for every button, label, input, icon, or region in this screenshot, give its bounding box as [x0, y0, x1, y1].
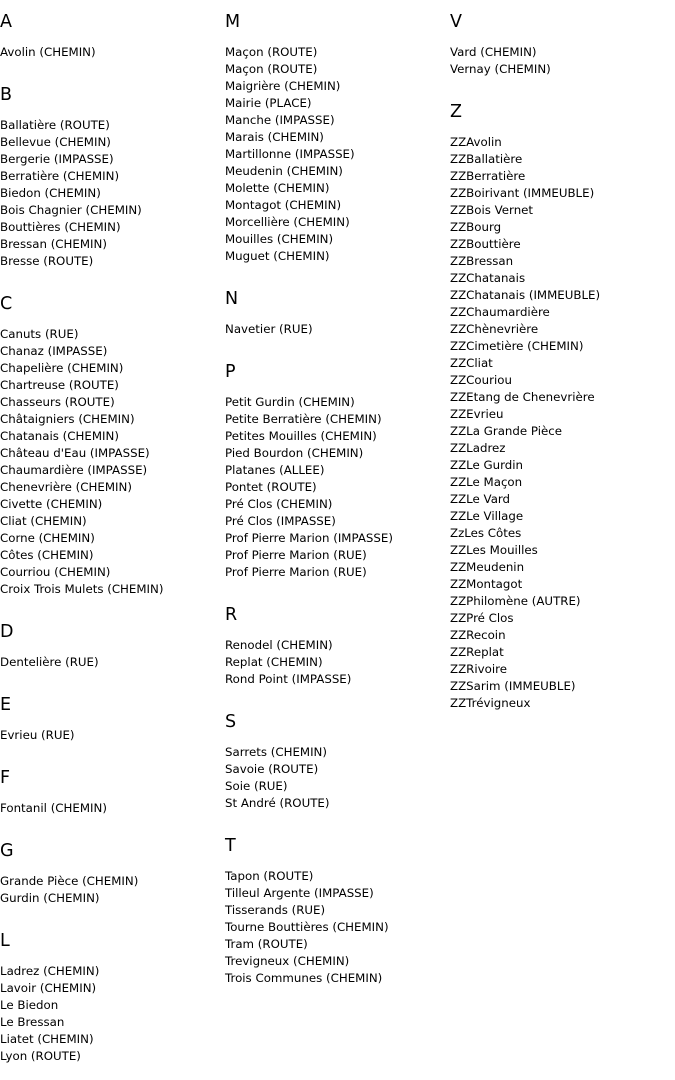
street-item: ZZBourg: [450, 220, 502, 234]
street-item: ZZTrévigneux: [450, 696, 531, 710]
street-item: Pré Clos (CHEMIN): [225, 497, 333, 511]
street-item: Chaumardière (IMPASSE): [0, 463, 148, 477]
street-item: Dentelière (RUE): [0, 655, 99, 669]
street-item: ZZMontagot: [450, 577, 523, 591]
street-item: ZZLe Village: [450, 509, 524, 523]
street-item: Manche (IMPASSE): [225, 113, 335, 127]
street-item: Bresse (ROUTE): [0, 254, 94, 268]
letter-section: [225, 12, 450, 265]
letter-heading: E: [0, 695, 12, 715]
street-item: Gurdin (CHEMIN): [0, 891, 100, 905]
street-item: ZZLa Grande Pièce: [450, 424, 563, 438]
street-item: Prof Pierre Marion (RUE): [225, 548, 367, 562]
street-item: Ladrez (CHEMIN): [0, 964, 100, 978]
street-list: [225, 744, 450, 812]
street-item: Renodel (CHEMIN): [225, 638, 333, 652]
street-item: ZZBerratière: [450, 169, 526, 183]
street-list: [0, 117, 225, 270]
letter-heading: S: [225, 712, 237, 732]
street-item: Platanes (ALLEE): [225, 463, 325, 477]
letter-section: [0, 931, 225, 1065]
street-list: [225, 394, 450, 581]
letter-section: [225, 712, 450, 812]
street-item: Civette (CHEMIN): [0, 497, 103, 511]
street-item: ZZLadrez: [450, 441, 506, 455]
letter-section: [225, 289, 450, 338]
street-item: Sarrets (CHEMIN): [225, 745, 327, 759]
street-item: ZZRivoire: [450, 662, 507, 676]
street-item: Mouilles (CHEMIN): [225, 232, 334, 246]
letter-section: [0, 12, 225, 61]
street-list: [225, 44, 450, 265]
street-item: ZZEvrieu: [450, 407, 504, 421]
street-item: ZzLes Côtes: [450, 526, 522, 540]
letter-section: [0, 768, 225, 817]
street-item: Tilleul Argente (IMPASSE): [225, 886, 374, 900]
letter-heading: P: [225, 362, 236, 382]
street-item: Le Biedon: [0, 998, 59, 1012]
street-item: Corne (CHEMIN): [0, 531, 95, 545]
street-item: Vard (CHEMIN): [450, 45, 537, 59]
street-list: [225, 868, 450, 987]
street-item: Muguet (CHEMIN): [225, 249, 330, 263]
letter-section: [0, 622, 225, 671]
street-list: [0, 963, 225, 1065]
street-item: Tapon (ROUTE): [225, 869, 314, 883]
street-item: Montagot (CHEMIN): [225, 198, 342, 212]
street-item: Morcellière (CHEMIN): [225, 215, 350, 229]
street-item: Petites Mouilles (CHEMIN): [225, 429, 377, 443]
street-item: Château d'Eau (IMPASSE): [0, 446, 150, 460]
street-item: Côtes (CHEMIN): [0, 548, 94, 562]
street-item: Meudenin (CHEMIN): [225, 164, 343, 178]
letter-heading: L: [0, 931, 10, 951]
street-item: Replat (CHEMIN): [225, 655, 323, 669]
letter-heading: M: [225, 12, 241, 32]
letter-section: [225, 605, 450, 688]
letter-section: [450, 102, 675, 712]
street-list: [0, 44, 225, 61]
street-item: ZZBallatière: [450, 152, 523, 166]
street-item: Trois Communes (CHEMIN): [225, 971, 383, 985]
street-item: Avolin (CHEMIN): [0, 45, 96, 59]
street-item: Chartreuse (ROUTE): [0, 378, 119, 392]
street-item: Le Bressan: [0, 1015, 65, 1029]
street-item: Tram (ROUTE): [225, 937, 308, 951]
street-item: ZZCliat: [450, 356, 493, 370]
street-item: ZZLe Maçon: [450, 475, 523, 489]
street-list: [0, 800, 225, 817]
letter-section: [0, 695, 225, 744]
street-item: Biedon (CHEMIN): [0, 186, 101, 200]
street-item: Chasseurs (ROUTE): [0, 395, 115, 409]
street-item: Bellevue (CHEMIN): [0, 135, 111, 149]
street-item: Cliat (CHEMIN): [0, 514, 87, 528]
street-item: Rond Point (IMPASSE): [225, 672, 352, 686]
street-item: Savoie (ROUTE): [225, 762, 319, 776]
street-index-column-2: [225, 0, 450, 987]
street-item: Lyon (ROUTE): [0, 1049, 81, 1063]
street-item: Pied Bourdon (CHEMIN): [225, 446, 364, 460]
street-item: Pontet (ROUTE): [225, 480, 317, 494]
street-item: Chatanais (CHEMIN): [0, 429, 119, 443]
street-item: Châtaigniers (CHEMIN): [0, 412, 135, 426]
street-item: ZZCouriou: [450, 373, 512, 387]
letter-heading: B: [0, 85, 13, 105]
street-item: Liatet (CHEMIN): [0, 1032, 94, 1046]
street-item: Maçon (ROUTE): [225, 62, 318, 76]
street-item: Trevigneux (CHEMIN): [225, 954, 350, 968]
street-item: St André (ROUTE): [225, 796, 330, 810]
street-item: Grande Pièce (CHEMIN): [0, 874, 139, 888]
street-item: Vernay (CHEMIN): [450, 62, 551, 76]
street-item: ZZBressan: [450, 254, 514, 268]
letter-heading: G: [0, 841, 14, 861]
street-item: Prof Pierre Marion (RUE): [225, 565, 367, 579]
street-item: Soie (RUE): [225, 779, 288, 793]
letter-section: [450, 12, 675, 78]
street-item: Bressan (CHEMIN): [0, 237, 107, 251]
street-item: Molette (CHEMIN): [225, 181, 330, 195]
street-item: ZZLe Vard: [450, 492, 511, 506]
street-item: Chenevrière (CHEMIN): [0, 480, 132, 494]
street-item: Petit Gurdin (CHEMIN): [225, 395, 355, 409]
street-item: ZZPré Clos: [450, 611, 514, 625]
letter-section: [0, 294, 225, 598]
letter-heading: Z: [450, 102, 462, 122]
street-item: Croix Trois Mulets (CHEMIN): [0, 582, 164, 596]
street-item: Evrieu (RUE): [0, 728, 75, 742]
street-item: Bergerie (IMPASSE): [0, 152, 114, 166]
street-list: [450, 134, 675, 712]
street-item: Bouttières (CHEMIN): [0, 220, 121, 234]
street-item: ZZChaumardière: [450, 305, 550, 319]
street-item: ZZBois Vernet: [450, 203, 534, 217]
street-item: ZZReplat: [450, 645, 504, 659]
street-item: Maçon (ROUTE): [225, 45, 318, 59]
street-item: Fontanil (CHEMIN): [0, 801, 107, 815]
street-item: Prof Pierre Marion (IMPASSE): [225, 531, 393, 545]
street-item: ZZSarim (IMMEUBLE): [450, 679, 576, 693]
street-item: Tourne Bouttières (CHEMIN): [225, 920, 389, 934]
letter-heading: R: [225, 605, 238, 625]
street-item: Marais (CHEMIN): [225, 130, 324, 144]
street-item: Tisserands (RUE): [225, 903, 326, 917]
letter-heading: A: [0, 12, 12, 32]
letter-heading: V: [450, 12, 462, 32]
street-item: Pré Clos (IMPASSE): [225, 514, 336, 528]
street-item: Ballatière (ROUTE): [0, 118, 110, 132]
street-list: [0, 654, 225, 671]
street-item: Courriou (CHEMIN): [0, 565, 111, 579]
street-item: Canuts (RUE): [0, 327, 79, 341]
street-list: [225, 637, 450, 688]
letter-heading: C: [0, 294, 13, 314]
street-list: [0, 727, 225, 744]
street-item: ZZCimetière (CHEMIN): [450, 339, 584, 353]
street-item: Mairie (PLACE): [225, 96, 312, 110]
street-item: Bois Chagnier (CHEMIN): [0, 203, 142, 217]
street-item: ZZChatanais (IMMEUBLE): [450, 288, 601, 302]
letter-section: [0, 85, 225, 270]
letter-heading: N: [225, 289, 239, 309]
street-item: ZZRecoin: [450, 628, 506, 642]
letter-heading: D: [0, 622, 14, 642]
street-item: ZZPhilomène (AUTRE): [450, 594, 581, 608]
street-item: ZZMeudenin: [450, 560, 525, 574]
letter-heading: T: [225, 836, 236, 856]
street-item: Martillonne (IMPASSE): [225, 147, 355, 161]
street-index-column-3: [450, 0, 675, 712]
street-list: [225, 321, 450, 338]
street-item: ZZChènevrière: [450, 322, 539, 336]
letter-section: [0, 841, 225, 907]
street-item: ZZAvolin: [450, 135, 502, 149]
letter-section: [225, 836, 450, 987]
street-list: [450, 44, 675, 78]
street-index-column-1: [0, 0, 225, 1065]
street-item: Navetier (RUE): [225, 322, 313, 336]
street-item: ZZLes Mouilles: [450, 543, 538, 557]
street-item: Lavoir (CHEMIN): [0, 981, 97, 995]
street-item: Chanaz (IMPASSE): [0, 344, 108, 358]
street-item: ZZChatanais: [450, 271, 526, 285]
street-item: ZZBouttière: [450, 237, 521, 251]
street-item: Chapelière (CHEMIN): [0, 361, 124, 375]
street-item: Berratière (CHEMIN): [0, 169, 120, 183]
street-list: [0, 873, 225, 907]
street-list: [0, 326, 225, 598]
street-item: ZZBoirivant (IMMEUBLE): [450, 186, 595, 200]
street-item: ZZEtang de Chenevrière: [450, 390, 595, 404]
letter-section: [225, 362, 450, 581]
street-item: ZZLe Gurdin: [450, 458, 524, 472]
street-item: Maigrière (CHEMIN): [225, 79, 341, 93]
letter-heading: F: [0, 768, 11, 788]
street-item: Petite Berratière (CHEMIN): [225, 412, 382, 426]
